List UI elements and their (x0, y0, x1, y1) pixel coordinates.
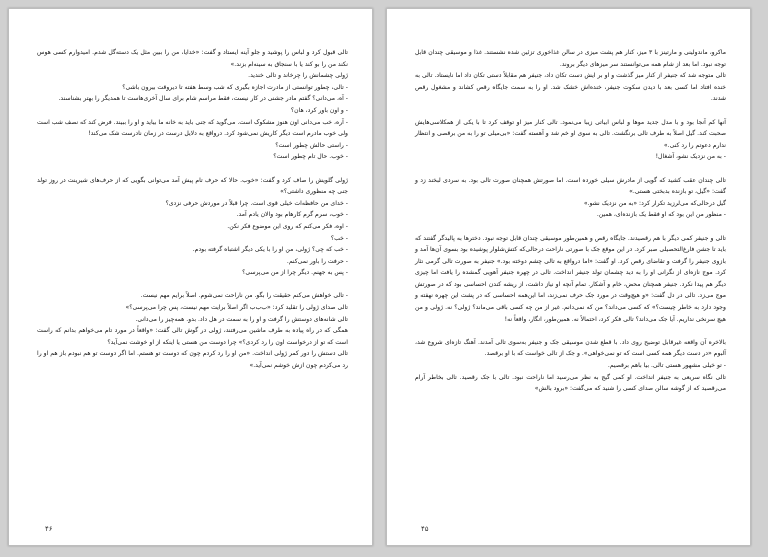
left-page (8, 8, 373, 546)
paragraph: - خب که چی؟ ژولی، من او را با یکی دیگر اشتباه گرفته بودم. (192, 246, 348, 254)
paragraph: - اوه، فکر می‌کنم که روی این موضوع فکر نکن. (227, 222, 348, 230)
paragraph: تالی صدای ژولی را تقلید کرد: «ب‌ب‌ب اگر اصلاً برایت مهم نیست، پس چرا می‌پرسی؟» (125, 304, 348, 312)
paragraph: ماکرو، ماندولینی و مارتینز با ۳ میز، کنار هم پشت میزی در سالن غذاخوری تزئین شده نشستند. غذا و موسیقی چندان قابل توجه نبود. اما بعد از شام همه می‌توانستند سر میزهای دیگر بروند. (415, 49, 726, 68)
paragraph: - و اون باور کرد، هان؟ (290, 106, 348, 114)
paragraph: - خدای من حافظه‌ات خیلی قوی است. چرا قبلاً در موردش حرفی نزدی؟ (165, 199, 348, 207)
paragraph: گیل درحالی‌که می‌لرزید تکرار کرد: «به من نزدیک نشو.» (583, 199, 726, 207)
paragraph: - حرفت را باور نمی‌کنم. (286, 257, 348, 265)
paragraph: همگی که در راه پیاده به طرف ماشین می‌رفتند، ژولی در گوش تالی گفت: «واقعاً در مورد تام می‌خواهم بدانم که راست است که تو از درخواست اون را رد کردی؟» چرا دوست من هستی یا اینکه از او خوشت نمی‌آید؟ (37, 327, 348, 346)
paragraph: تالی شانه‌های دوستش را گرفت و او را به سمت در هل داد. بدو. همه‌چیز را می‌دانی. (135, 315, 348, 323)
right-page-text (415, 47, 726, 395)
left-page-text (37, 47, 348, 372)
paragraph: - پس به جهنم. دیگر چرا از من می‌پرسی؟ (242, 269, 348, 277)
paragraph: - خوب، سرم گرم کارهام بود والان یادم آمد. (236, 211, 348, 219)
paragraph: - خوب. حال تام چطور است؟ (273, 153, 348, 161)
right-page-number: ۴۵ (421, 525, 429, 533)
paragraph: - تالی خواهش می‌کنم حقیقت را بگو. من ناراحت نمی‌شوم. اصلاً برایم مهم نیست. (140, 292, 348, 300)
paragraph: تالی چندان عقب کشید که گویی از مادرش سیلی خورده است. اما صورتش همچنان صورت تالی بود. به سردی لبخند زد و گفت: «گیل، تو بازنده بدبختی هستی.» (415, 176, 726, 196)
paragraph: - به من نزدیک نشو، آشغال! (655, 153, 726, 161)
paragraph: - راستی حالش چطور است؟ (275, 141, 348, 149)
paragraph: تالی متوجه شد که جنیفر از کنار میز گذشت و او بر ایش دست تکان داد، جنیفر هم مقابلاً دستی تکان داد اما نایستاد. تالی به خنده افتاد اما کسی بعد با دیدن سکوت جنیفر، خنده‌اش خشک شد. او را به سمت جایگاه رقص کشاند و مشغول رقص شدند. (415, 72, 726, 103)
paragraph: - آه، می‌دانی؟ گفتم مادر جشنی در کار نیست، فقط مراسم شام برای سال آخری‌هاست تا همدیگر را بهتر بشناسند. (58, 95, 348, 103)
paragraph: تالی و جنیفر کمی دیگر با هم رقصیدند. جایگاه رقص و همین‌طور موسیقی چندان قابل توجه نبود. دختر‌ها به پالیدگر گفتند که باید تا جشن فارغ‌التحصیلی صبر کرد. در این موقع جک با صورتی ناراحت درحالی‌که کتش‌شلوار پوشیده بود بسوی آن‌ها آمد و بازوی جنیفر را گرفت و تقاضای رقص کرد. او گفت: «اما درواقع به تالی چشم دوخته بود.» جنیفر به صورت تالی گرمی نثار کرد. موج نازه‌ای از نگرانی او را به دید چشمان تولد جنیفر انداخت. تالی در چهره جنیفر آهویی گمشده را یافت اما چیزی دیگر هم پیدا نکرد. جنیفر همچنان محض، خام و آشکار. تمام آنچه او نیاز داشت، از ریشه کندن احساسی بود که در صورتش موج می‌زد. تالی در دل گفت: «و هیچ‌وقت در مورد جک حرف نمی‌زند، اما این‌همه احساسی که در پشت این چهره نهفته و وجود دارد به خاطر چیست؟» که کسی می‌داند؟ من که نمی‌دانم. غیر از من چه کسی باقی می‌ماند؟ ژولی؟ نه. ژولی و من هیچ سرنخی نداریم. آیا جک می‌داند؟ تالی فکر کرد، احتمالاً نه. همین‌طور، انگار، واقعاً نه! (415, 234, 726, 323)
paragraph: - خب؟ (330, 234, 348, 242)
paragraph: ژولی گلویش را صاف کرد و گفت: «خوب. حالا که حرف تام پیش آمد می‌توانی بگویی که از حرف‌های شیرینت در روز تولد جنی چه منظوری داشتی؟» (37, 176, 348, 196)
left-page-number: ۴۶ (45, 525, 53, 533)
paragraph: تالی دستش را دور کمر ژولی انداخت. «من او را رد کردم چون که دوست تو هستم. اما اگر دوست تو هم نبودم باز هم او را رد می‌کردم چون ازش خوشم نمی‌آید.» (37, 350, 348, 370)
paragraph: تالی نگاه سریعی به جنیفر انداخت. او کمی گیج به نظر می‌رسید اما ناراحت نبود. تالی با جک رقصید. تالی بخاطر آرام می‌رقصید که از گوشه سالن صدای کسی را شنید که می‌گفت: «برود بالش» (415, 373, 726, 393)
right-page (386, 8, 751, 546)
paragraph: ژولی چشمانش را چرخاند و تالی خندید. (248, 72, 348, 80)
paragraph: - تالی، چطور توانستی از مادرت اجازه بگیری که شب وسط هفته تا دیروقت بیرون باشی؟ (122, 83, 348, 91)
paragraph: بالاخره آن واقعه غیرقابل توضیح روی داد. با قطع شدن موسیقی جک و جنیفر به‌سوی تالی آمدند. آهنگ تازه‌ای شروع شد، آلبوم «در دست دیگر همه کسی است که تو نمی‌خواهی». و جک از تالی خواست که با او برقصد. (415, 338, 726, 358)
paragraph: تالی قبول کرد و لباس را پوشید و جلو آینه ایستاد و گفت: «خدایا، من را ببین مثل یک دسته‌گل شدم. امیدوارم کسی هوس نکند من را بو کند یا با سنجاق به سینه‌ام بزند.» (37, 49, 348, 68)
paragraph: - آره، خب می‌دانی اون هنوز مشکوک است. می‌گوید که جنی باید به خانه ما بیاید و او را ببیند. فرض کند که نصف شب است ولی خوب مادرم است دیگر کاریش نمی‌شود کرد. درواقع به دلایل درست در زمان نادرست شک می‌کند! (37, 118, 348, 138)
paragraph: - منظور من این بود که او فقط یک بازنده‌ای، همین. (596, 211, 726, 219)
paragraph: - تو خیلی مشهور هستی تالی. بیا باهم برقصیم. (607, 362, 726, 370)
paragraph: آنها کم آنجا بود و با مدل جدید موها و لباس ابیاتی زیبا می‌نمود. تالی کنار میز او توقف کرد تا با یکی از همکلاسی‌هایش صحبت کند. گیل اصلاً به طرف تالی برنگشت. تالی به سوی او خم شد و آهسته گفت: «بی‌میلی تو را به من برقصی و انتظار ندارم دعوتم را رد کنی.» (415, 118, 726, 149)
